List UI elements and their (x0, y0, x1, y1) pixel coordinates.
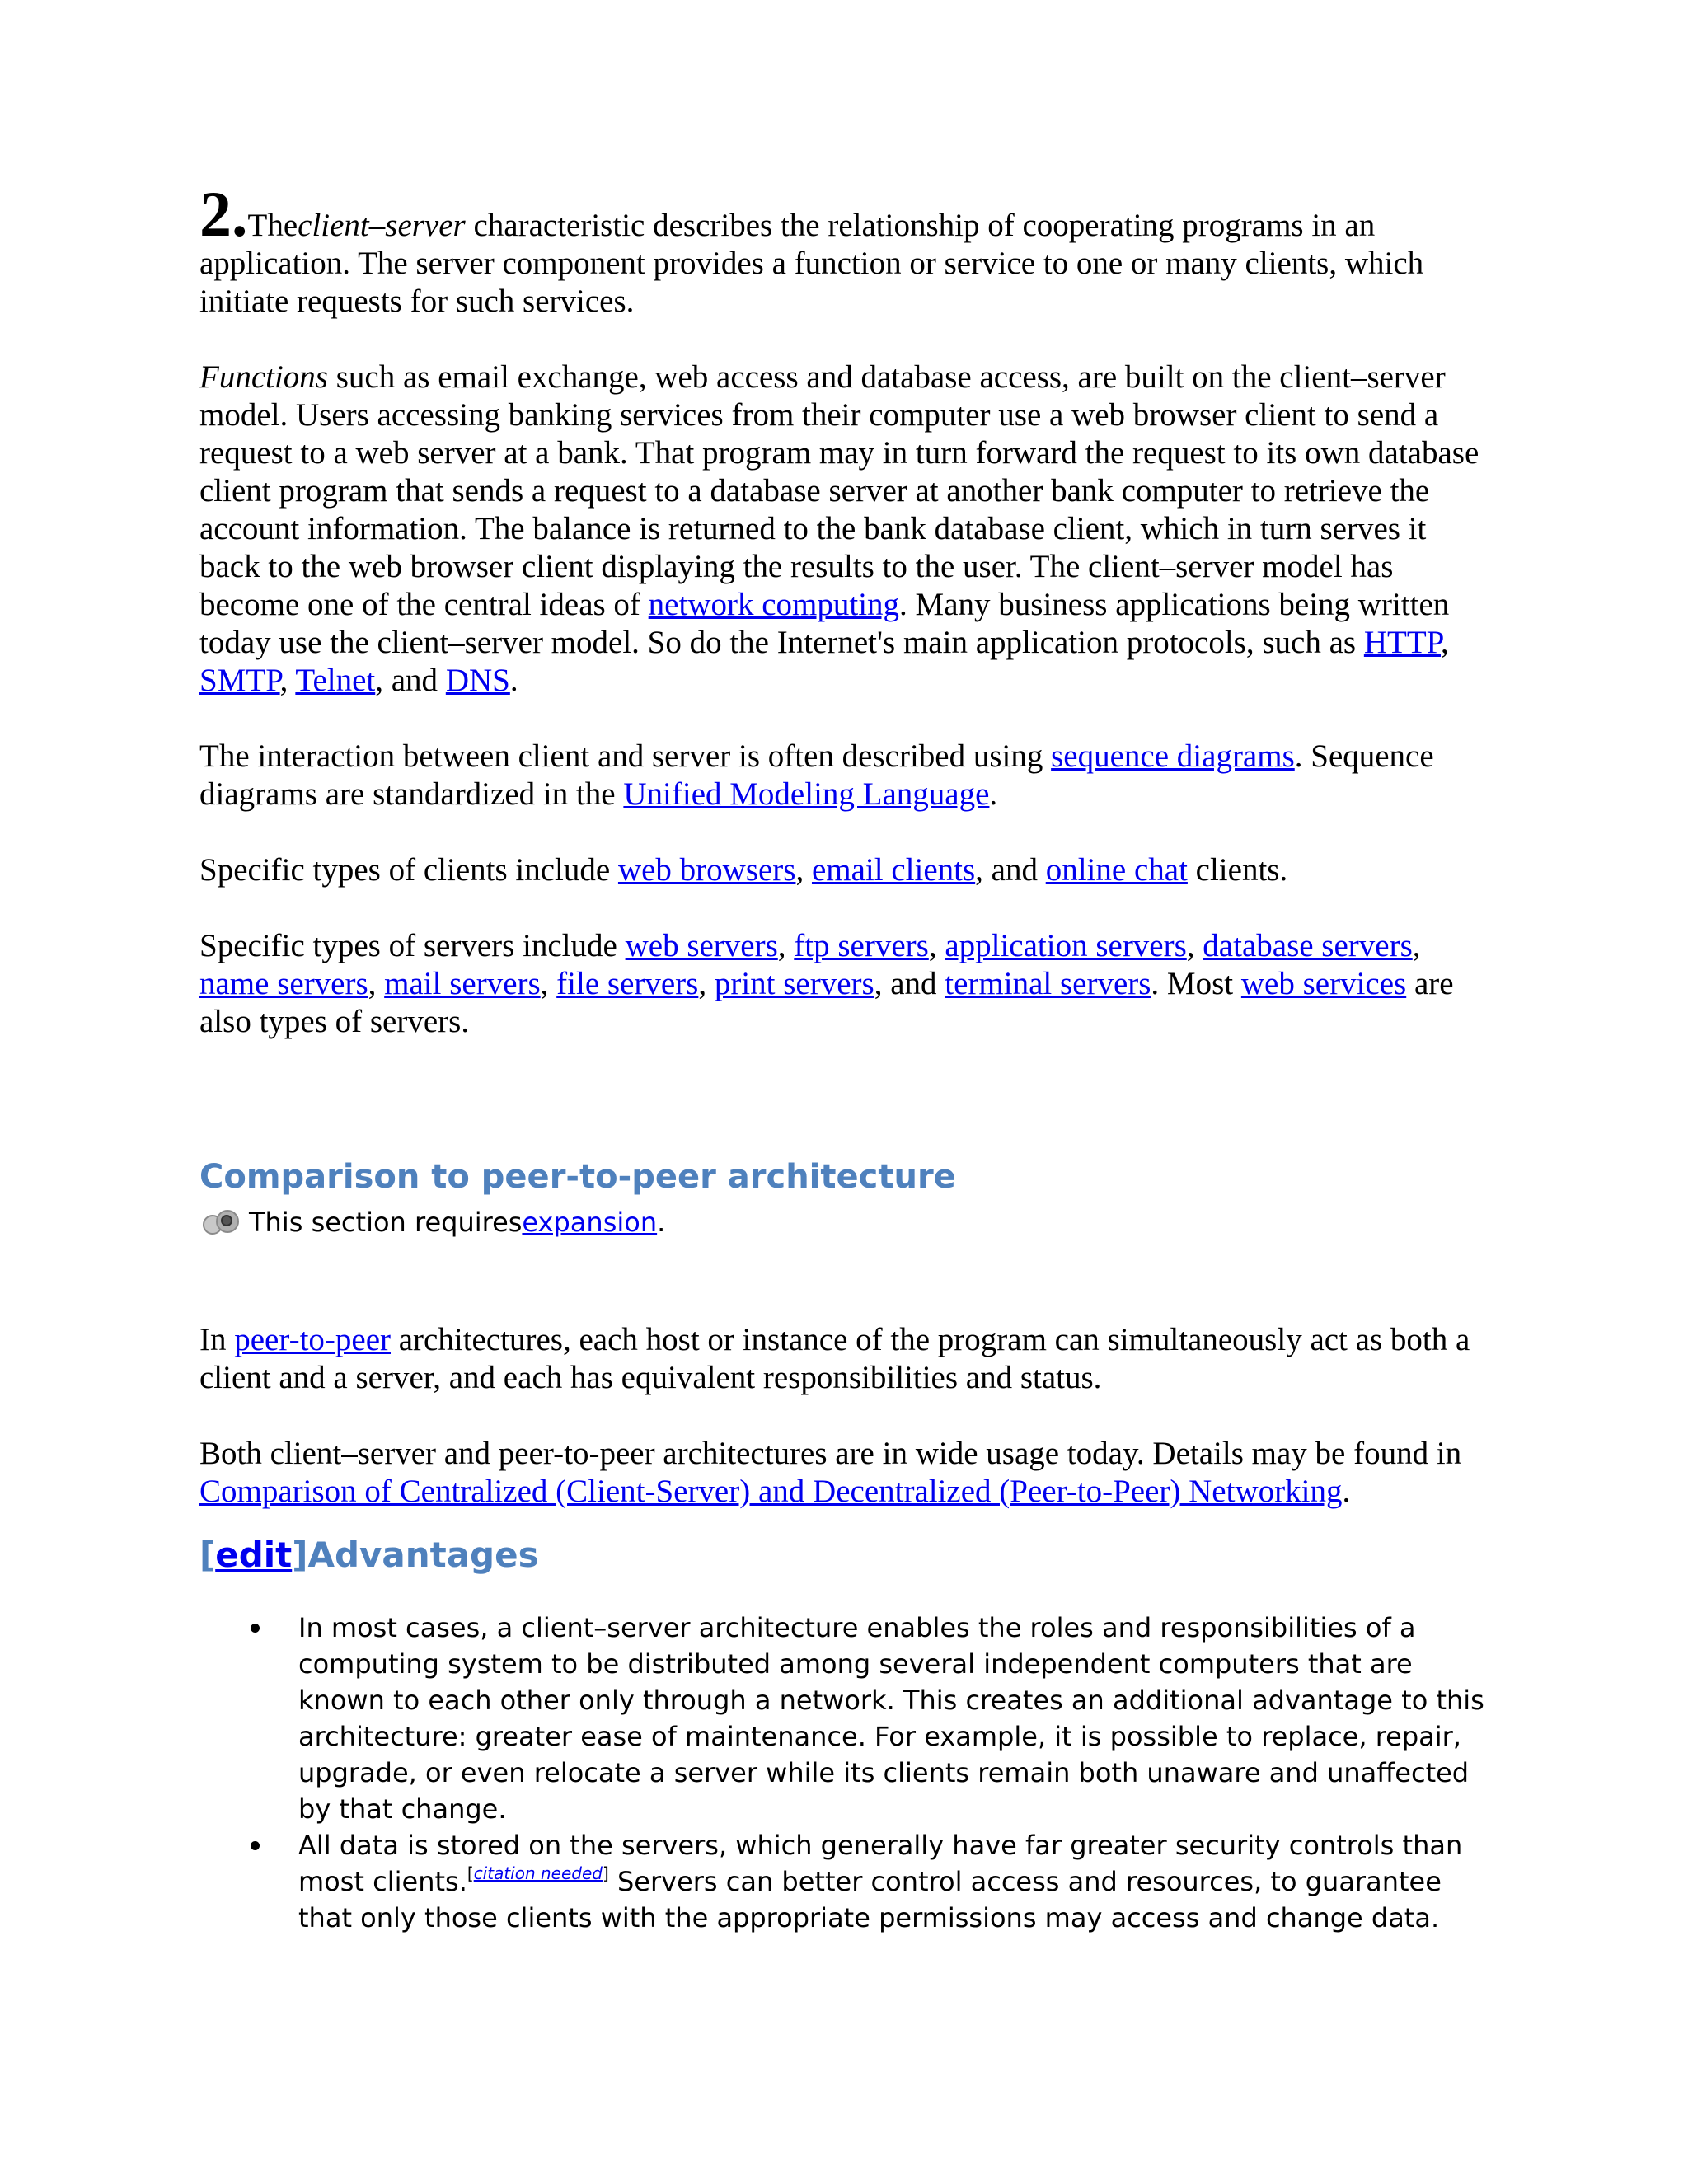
item2-text-1: All data is stored on the servers, which generally have far greater security controls than most clients. (298, 1830, 1463, 1897)
document-page (199, 178, 1493, 1936)
functions-paragraph (199, 359, 1493, 700)
edit-bracket: [ (199, 1535, 216, 1575)
intro-text: characteristic describes the relationship of cooperating programs in an application. The server component provides a function or service to one or many clients, which initiate requests for such services. (199, 208, 1424, 319)
edit-link[interactable]: edit (215, 1535, 293, 1575)
heading-comparison: Comparison to peer-to-peer architecture (199, 1158, 956, 1196)
servers-sep: , (540, 966, 557, 1001)
link-peer-to-peer[interactable]: peer-to-peer (234, 1322, 391, 1357)
clients-paragraph (199, 851, 1493, 889)
notice-text: This section requires (249, 1207, 523, 1238)
peer-text-1: In (199, 1322, 235, 1357)
link-citation-needed[interactable]: citation needed (473, 1863, 603, 1883)
heading-advantages (199, 1530, 1493, 1580)
servers-end: are also types of servers. (199, 966, 1454, 1039)
link-online-chat[interactable]: online chat (1045, 852, 1188, 888)
peer-paragraph (199, 1321, 1493, 1397)
notice-end: . (657, 1207, 666, 1238)
interaction-text-2: . Sequence diagrams are standardized in the (199, 738, 1434, 812)
edit-bracket: ] (292, 1535, 308, 1575)
link-web-services[interactable]: web services (1240, 966, 1407, 1001)
link-sequence-diagrams[interactable]: sequence diagrams (1051, 738, 1295, 774)
link-dns[interactable]: DNS (445, 663, 510, 698)
link-file-servers[interactable]: file servers (556, 966, 699, 1001)
servers-paragraph (199, 927, 1493, 1041)
expansion-notice (199, 1206, 1493, 1239)
link-name-servers[interactable]: name servers (199, 966, 368, 1001)
functions-term: Functions (199, 359, 328, 395)
link-telnet[interactable]: Telnet (295, 663, 376, 698)
item2-text-2: Servers can better control access and resources, to guarantee that only those clients with the appropriate permissions may access and change data. (298, 1866, 1442, 1933)
functions-sep: , (1441, 625, 1449, 660)
link-application-servers[interactable]: application servers (945, 928, 1187, 963)
link-email-clients[interactable]: email clients (811, 852, 976, 888)
servers-sep: , (1412, 928, 1421, 963)
intro-paragraph (199, 178, 1493, 321)
functions-text-2: . Many business applications being written today use the client–server model. So do the Internet's main application protocols, such as (199, 587, 1450, 660)
servers-sep: , (928, 928, 945, 963)
link-network-computing[interactable]: network computing (648, 587, 900, 622)
link-print-servers[interactable]: print servers (714, 966, 874, 1001)
link-web-browsers[interactable]: web browsers (617, 852, 796, 888)
usage-end: . (1342, 1474, 1351, 1509)
interaction-end: . (989, 776, 998, 812)
usage-text: Both client–server and peer-to-peer architectures are in wide usage today. Details may be found in (199, 1436, 1462, 1471)
interaction-paragraph (199, 738, 1493, 813)
servers-sep: , (777, 928, 795, 963)
link-comparison-networking[interactable]: Comparison of Centralized (Client-Server) and Decentralized (Peer-to-Peer) Networking (199, 1474, 1343, 1509)
link-expansion[interactable]: expansion (522, 1207, 658, 1238)
citation-needed (467, 1863, 609, 1883)
link-terminal-servers[interactable]: terminal servers (945, 966, 1151, 1001)
intro-the: The (247, 208, 298, 243)
clients-sep: , and (975, 852, 1046, 888)
section-number: 2. (199, 178, 248, 250)
functions-text-1: such as email exchange, web access and database access, are built on the client–server model. Users accessing banking services from their computer use a web browser client to send a request to a web server at a bank. That program may in turn forward the request to its own database client program that sends a request to a database server at another bank computer to retrieve the account information. The balance is returned to the bank database client, which in turn serves it back to the web browser client displaying the results to the user. The client–server model has become one of the central ideas of (199, 359, 1479, 622)
servers-sep: , (1186, 928, 1203, 963)
clients-sep: , (795, 852, 812, 888)
servers-sep: , (698, 966, 715, 1001)
link-mail-servers[interactable]: mail servers (384, 966, 541, 1001)
functions-sep: , (279, 663, 296, 698)
gears-icon (199, 1208, 241, 1236)
advantages-list (199, 1610, 1493, 1936)
list-item: In most cases, a client–server architecture enables the roles and responsibilities of a computing system to be distributed among several independent computers that are known to each other only through a network. This creates an additional advantage to this architecture: greater ease of maintenance. For example, it is possible to replace, repair, upgrade, or even relocate a server while its clients remain both unaware and unaffected by that change. (199, 1610, 1493, 1827)
clients-end: clients. (1187, 852, 1288, 888)
link-ftp-servers[interactable]: ftp servers (794, 928, 929, 963)
servers-sep: , (368, 966, 385, 1001)
clients-text: Specific types of clients include (199, 852, 618, 888)
functions-sep: , and (375, 663, 446, 698)
link-http[interactable]: HTTP (1363, 625, 1442, 660)
link-uml[interactable]: Unified Modeling Language (623, 776, 990, 812)
usage-paragraph (199, 1435, 1493, 1511)
link-database-servers[interactable]: database servers (1203, 928, 1413, 963)
cite-bracket: ] (603, 1863, 609, 1883)
peer-text-2: architectures, each host or instance of the program can simultaneously act as both a client and a server, and each has equivalent responsibilities and status. (199, 1322, 1470, 1395)
interaction-text-1: The interaction between client and server is often described using (199, 738, 1052, 774)
cite-bracket: [ (467, 1863, 474, 1883)
servers-text: Specific types of servers include (199, 928, 626, 963)
link-web-servers[interactable]: web servers (625, 928, 778, 963)
functions-end: . (509, 663, 518, 698)
servers-sep: , and (874, 966, 945, 1001)
list-item (199, 1827, 1493, 1936)
intro-term: client–server (298, 208, 466, 243)
servers-text-2: . Most (1151, 966, 1241, 1001)
advantages-title: Advantages (307, 1535, 539, 1575)
link-smtp[interactable]: SMTP (199, 663, 280, 698)
